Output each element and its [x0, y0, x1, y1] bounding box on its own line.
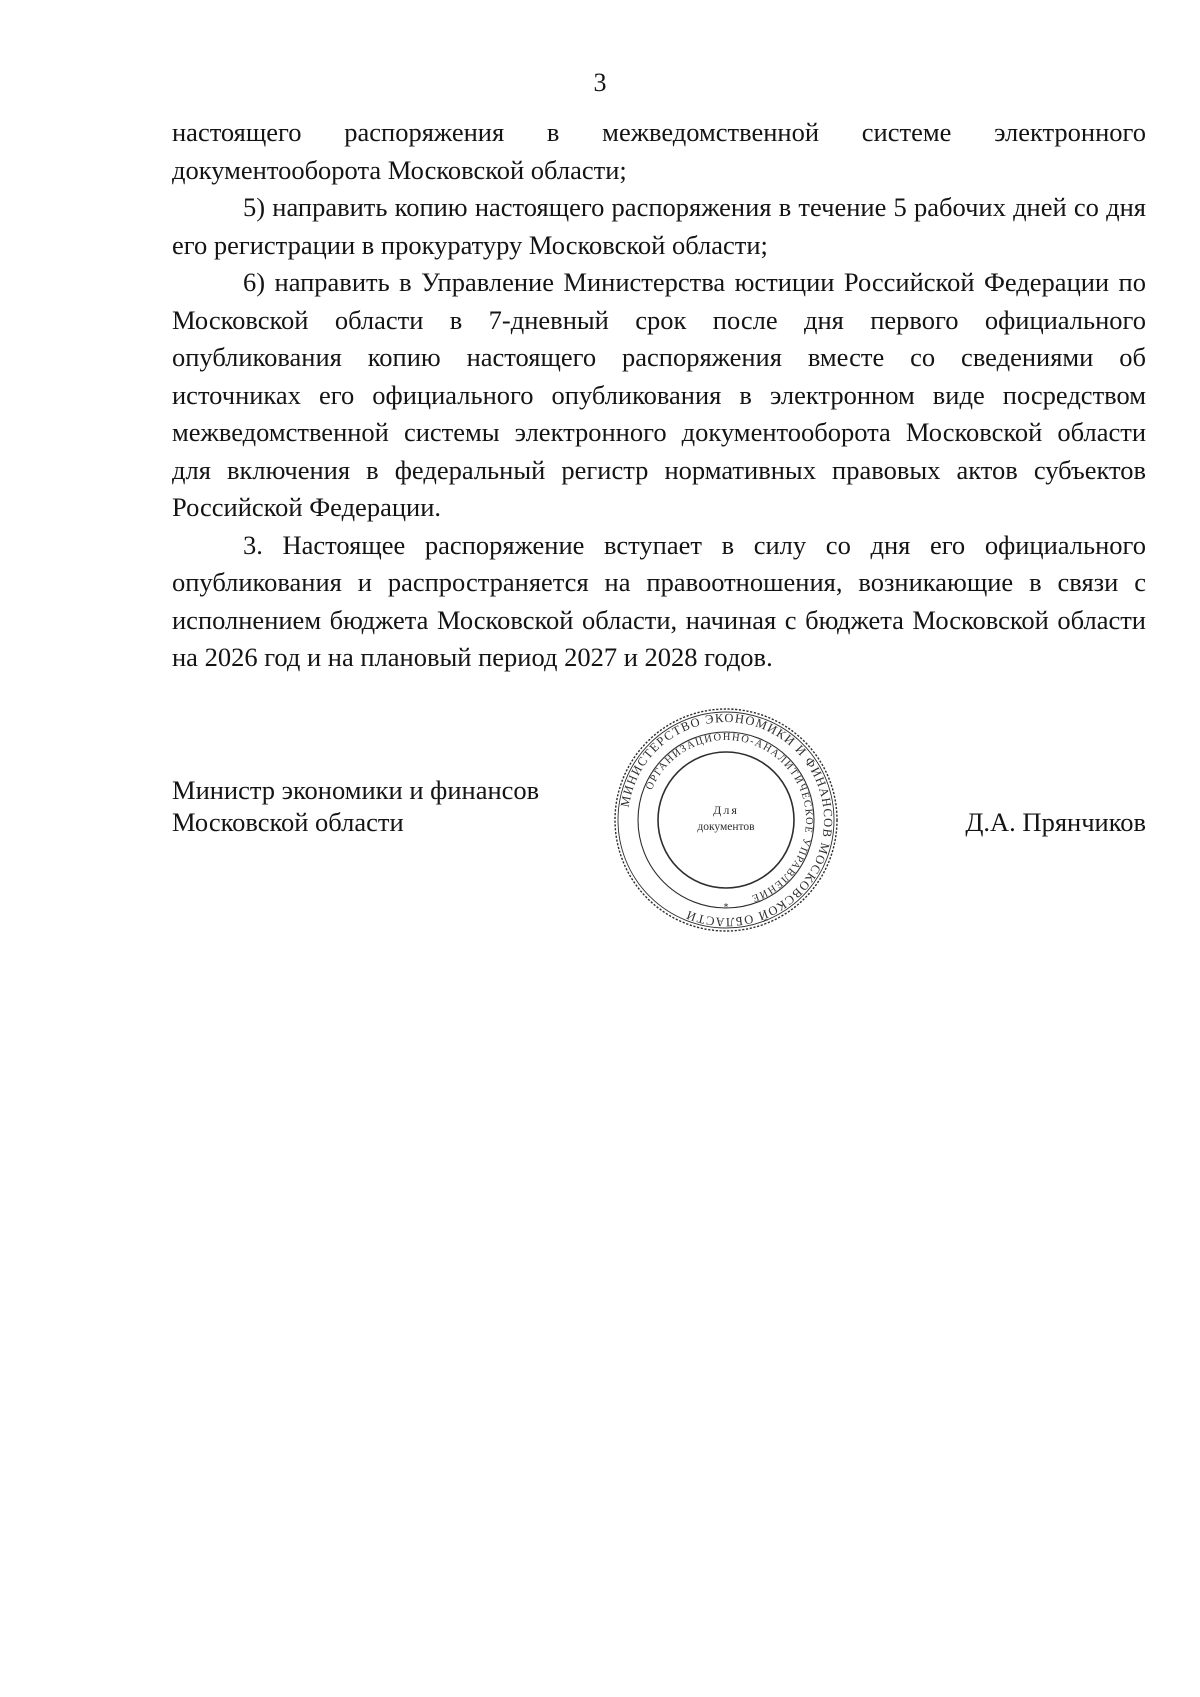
seal-star-icon: *: [723, 902, 729, 913]
signer-position: [172, 774, 539, 838]
paragraph-continuation: настоящего распоряжения в межведомственной системе электронного документооборота Московской области;: [172, 117, 1146, 185]
paragraph-item-6: 6) направить в Управление Министерства юстиции Российской Федерации по Московской области в 7-дневный срок после дня первого официального опубликования копию настоящего распоряжения вместе со сведениями об источниках его официального опубликования в электронном виде посредством межведомственной системы электронного документооборота Московской области для включения в федеральный регистр нормативных правовых актов субъектов Российской Федерации.: [172, 267, 1146, 522]
official-seal: [612, 706, 840, 934]
seal-outer-text: МИНИСТЕРСТВО ЭКОНОМИКИ И ФИНАНСОВ МОСКОВСКОЙ ОБЛАСТИ: [617, 710, 836, 930]
seal-stamp-icon: [612, 706, 840, 934]
signer-position-line-2: Московской области: [172, 807, 404, 837]
paragraph-item-5: 5) направить копию настоящего распоряжения в течение 5 рабочих дней со дня его регистрации в прокуратуру Московской области;: [172, 192, 1146, 260]
seal-inner-text: ОРГАНИЗАЦИОННО-АНАЛИТИЧЕСКОЕ УПРАВЛЕНИЕ: [644, 731, 815, 904]
seal-center-line-1: Для: [713, 803, 739, 817]
document-body: [172, 114, 1146, 677]
paragraph-clause-3: 3. Настоящее распоряжение вступает в силу со дня его официального опубликования и распространяется на правоотношения, возникающие в связи с исполнением бюджета Московской области, начиная с бюджета Московской области на 2026 год и на плановый период 2027 и 2028 годов.: [172, 529, 1146, 672]
page-number: 3: [593, 68, 607, 97]
signer-name: Д.А. Прянчиков: [965, 807, 1146, 837]
signer-position-line-1: Министр экономики и финансов: [172, 775, 540, 805]
seal-center-line-2: документов: [697, 821, 755, 833]
